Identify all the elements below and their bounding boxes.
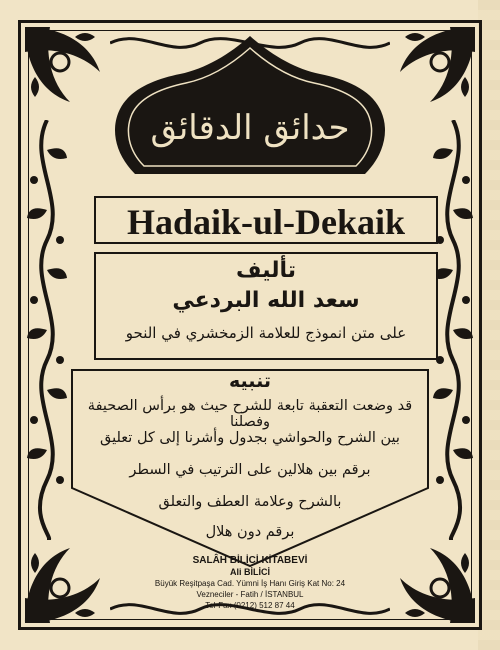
corner-ornament-top-right [390, 22, 480, 112]
publisher-address-line: Büyük Reşitpaşa Cad. Yümni İş Hanı Giriş Kat No: 24 [154, 579, 346, 588]
notice-line: بين الشرح والحواشي بجدول وأشرنا إلى كل تعليق [100, 430, 400, 446]
corner-ornament-top-left [20, 22, 110, 112]
author-name: سعد الله البردعي [172, 288, 360, 313]
author-heading: تأليف [236, 258, 296, 283]
notice-panel [70, 368, 430, 568]
notice-heading: تنبيه [229, 370, 271, 392]
latin-title: Hadaik-ul-Dekaik [126, 202, 406, 242]
author-box [94, 252, 438, 360]
author-description: على متن انموذج للعلامة الزمخشري في النحو [125, 324, 407, 342]
arabic-title: حدائق الدقائق [150, 108, 350, 148]
publisher-phone: Tel-Fax (0212) 512 87 44 [205, 601, 295, 610]
notice-line: برقم دون هلال [205, 524, 295, 540]
notice-line: بالشرح وعلامة العطف والتعلق [158, 494, 342, 510]
publisher-owner: Ali BİLİCİ [230, 567, 270, 577]
latin-title-box [94, 196, 438, 244]
notice-line: برقم بين هلالين على الترتيب في السطر [129, 462, 371, 478]
publisher-address-line: Vezneciler - Fatih / İSTANBUL [196, 590, 304, 599]
publisher-name: SALÂH BİLİCİ KİTABEVİ [192, 555, 308, 566]
title-cartouche [100, 34, 400, 184]
left-vine-ornament [22, 120, 72, 540]
notice-line: قد وضعت التعقبة تابعة للشرح حيث هو برأس الصحيفة وفصلنا [87, 398, 413, 430]
publisher-block [150, 555, 350, 611]
